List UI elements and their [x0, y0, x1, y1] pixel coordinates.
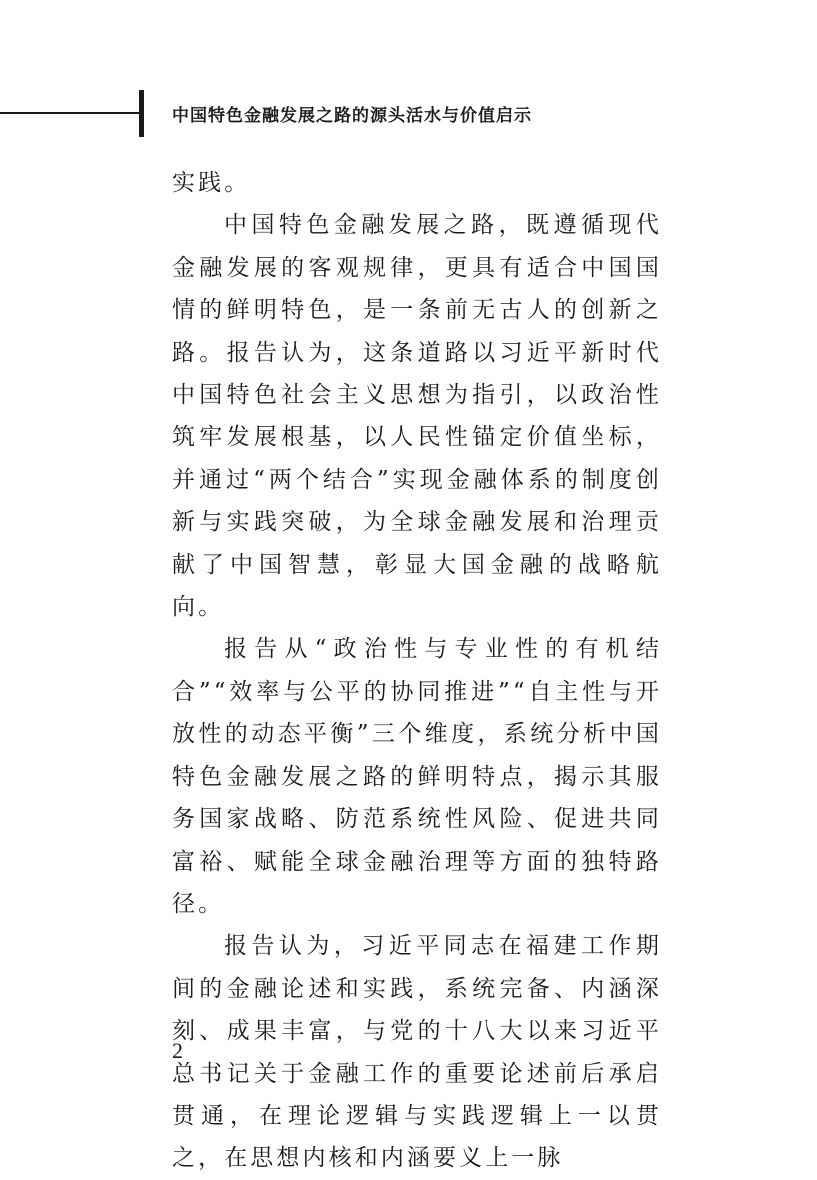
paragraph: 中国特色金融发展之路，既遵循现代金融发展的客观规律，更具有适合中国国情的鲜明特色，是一条前无古人的创新之路。报告认为，这条道路以习近平新时代中国特色社会主义思想为指引，以政治性筑牢发展根基，以人民性锚定价值坐标，并通过“两个结合”实现金融体系的制度创新与实践突破，为全球金融发展和治理贡献了中国智慧，彰显大国金融的战略航向。	[172, 212, 662, 621]
paragraph-continuation: 实践。	[172, 170, 251, 196]
body-text	[172, 162, 662, 1180]
header-rule-horizontal	[0, 112, 140, 114]
running-head-title: 中国特色金融发展之路的源头活水与价值启示	[172, 106, 532, 126]
header-rule-vertical	[139, 90, 144, 137]
paragraph: 报告认为，习近平同志在福建工作期间的金融论述和实践，系统完备、内涵深刻、成果丰富，与党的十八大以来习近平总书记关于金融工作的重要论述前后承启贯通，在理论逻辑与实践逻辑上一以贯之，在思想内核和内涵要义上一脉	[172, 933, 662, 1172]
paragraph: 报告从“政治性与专业性的有机结合”“效率与公平的协同推进”“自主性与开放性的动态平衡”三个维度，系统分析中国特色金融发展之路的鲜明特点，揭示其服务国家战略、防范系统性风险、促进共同富裕、赋能全球金融治理等方面的独特路径。	[172, 636, 662, 917]
page-number: 2	[172, 1038, 183, 1063]
